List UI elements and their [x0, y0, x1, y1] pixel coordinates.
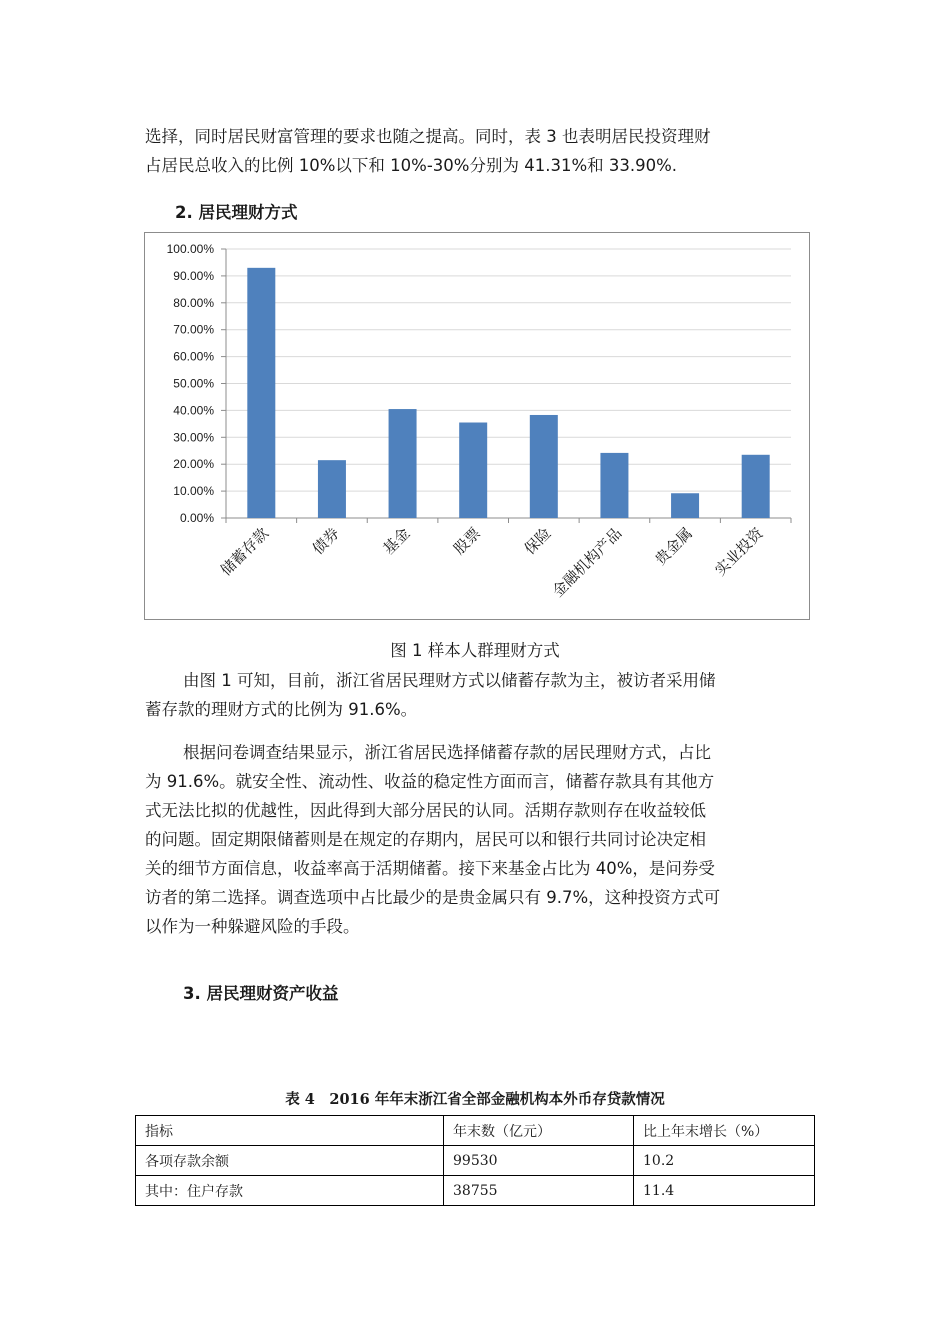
x-tick-label: 保险	[520, 524, 555, 559]
bar	[742, 455, 770, 518]
x-tick-label: 股票	[450, 524, 485, 559]
y-tick-label: 0.00%	[179, 511, 214, 525]
y-tick-label: 80.00%	[173, 295, 214, 310]
figure-caption: 图 1 样本人群理财方式	[390, 641, 560, 660]
table-header-row	[136, 1116, 815, 1146]
x-tick-label: 贵金属	[651, 524, 696, 569]
bar	[600, 453, 628, 518]
bar	[530, 415, 558, 518]
table-cell: 其中：住户存款	[136, 1176, 444, 1206]
bar	[389, 409, 417, 518]
paragraph-line: 为 91.6%。就安全性、流动性、收益的稳定性方面而言，储蓄存款具有其他方	[145, 772, 715, 791]
section-heading-2: 2. 居民理财方式	[175, 203, 298, 222]
table-header-cell: 指标	[136, 1116, 444, 1146]
y-tick-label: 90.00%	[173, 268, 214, 283]
x-tick-label: 储蓄存款	[216, 524, 273, 580]
bar-chart-canvas	[145, 233, 811, 621]
table-cell: 99530	[444, 1146, 634, 1176]
paragraph-1	[145, 122, 810, 180]
paragraph-line: 关的细节方面信息，收益率高于活期储蓄。接下来基金占比为 40%，是问券受	[145, 859, 715, 878]
table-cell: 10.2	[634, 1146, 815, 1176]
y-tick-label: 50.00%	[173, 376, 214, 391]
paragraph-line: 以作为一种躲避风险的手段。	[145, 917, 360, 936]
paragraph-line: 式无法比拟的优越性，因此得到大部分居民的认同。活期存款则存在收益较低	[145, 801, 706, 820]
section-heading-3: 3. 居民理财资产收益	[183, 984, 339, 1003]
table-row	[136, 1146, 815, 1176]
table-title: 表 4 2016 年年末浙江省全部金融机构本外币存贷款情况	[285, 1091, 665, 1108]
y-tick-label: 60.00%	[173, 349, 214, 364]
y-tick-label: 100.00%	[166, 242, 214, 256]
y-tick-label: 40.00%	[173, 403, 214, 418]
paragraph-line: 蓄存款的理财方式的比例为 91.6%。	[145, 700, 418, 719]
bar	[671, 493, 699, 518]
bar-chart	[144, 232, 810, 620]
table-header-cell: 年末数（亿元）	[444, 1116, 634, 1146]
table-cell: 38755	[444, 1176, 634, 1206]
table-row	[136, 1176, 815, 1206]
x-tick-label: 实业投资	[711, 524, 767, 580]
y-tick-label: 20.00%	[173, 457, 214, 472]
x-tick-label: 债券	[308, 524, 343, 559]
y-tick-label: 10.00%	[173, 484, 214, 499]
bar	[318, 460, 346, 518]
paragraph-line: 由图 1 可知，目前，浙江省居民理财方式以储蓄存款为主，被访者采用储	[183, 671, 716, 690]
x-tick-label: 基金	[379, 524, 414, 559]
bar	[247, 268, 275, 518]
data-table	[135, 1115, 815, 1206]
table-header-cell: 比上年末增长（%）	[634, 1116, 815, 1146]
table-cell: 11.4	[634, 1176, 815, 1206]
paragraph-3	[145, 738, 810, 941]
y-tick-label: 70.00%	[173, 322, 214, 337]
paragraph-line: 根据问卷调查结果显示，浙江省居民选择储蓄存款的居民理财方式，占比	[183, 743, 711, 762]
paragraph-line: 的问题。固定期限储蓄则是在规定的存期内，居民可以和银行共同讨论决定相	[145, 830, 706, 849]
table-cell: 各项存款余额	[136, 1146, 444, 1176]
paragraph-line: 选择，同时居民财富管理的要求也随之提高。同时，表 3 也表明居民投资理财	[145, 127, 711, 146]
bar	[459, 423, 487, 518]
paragraph-line: 占居民总收入的比例 10%以下和 10%-30%分别为 41.31%和 33.90%.	[145, 156, 678, 175]
paragraph-line: 访者的第二选择。调查选项中占比最少的是贵金属只有 9.7%，这种投资方式可	[145, 888, 721, 907]
x-tick-label: 金融机构产品	[548, 524, 626, 601]
paragraph-2	[145, 666, 810, 724]
y-tick-label: 30.00%	[173, 430, 214, 445]
